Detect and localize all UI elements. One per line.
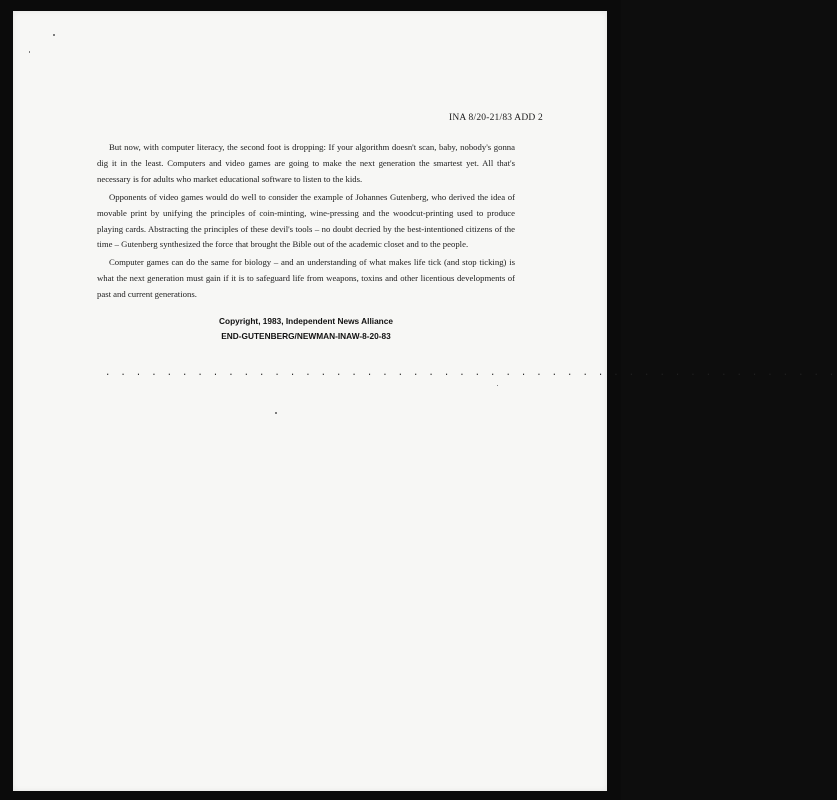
article-body [97, 140, 515, 305]
page-slug: INA 8/20-21/83 ADD 2 [449, 113, 543, 123]
dust-speck [53, 34, 55, 36]
document-page [13, 11, 837, 791]
paragraph: Opponents of video games would do well to consider the example of Johannes Gutenberg, who derived the idea of movable print by unifying the principles of coin-minting, wine-pressing and the woodcut-printing used to produce playing cards. Abstracting the principles of these devil's tools – no doubt decried by the best-intentioned citizens of the time – Gutenberg synthesized the force that brought the Bible out of the academic closet and to the people. [97, 191, 515, 250]
dust-speck [497, 385, 498, 386]
credits-block [97, 314, 515, 344]
paragraph: But now, with computer literacy, the second foot is dropping: If your algorithm doesn't scan, baby, nobody's gonna dig it in the least. Computers and video games are going to make the next generation the smartest yet. All that's necessary is for adults who market educational software to listen to the kids. [97, 142, 515, 184]
paragraph: Computer games can do the same for biology – and an understanding of what makes life tick (and stop ticking) is what the next generation must gain if it is to safeguard life from weapons, toxins and other licentious developments of past and current generations. [97, 257, 515, 300]
dust-speck [275, 412, 277, 414]
dotted-separator: . . . . . . . . . . . . . . . . . . . . . . . . . . . . . . . . . . . . . . . . . . . . . . . . [105, 368, 837, 378]
end-slug: END-GUTENBERG/NEWMAN-INAW-8-20-83 [221, 331, 391, 341]
copyright-line: Copyright, 1983, Independent News Alliance [219, 316, 393, 326]
dust-speck [29, 51, 30, 53]
